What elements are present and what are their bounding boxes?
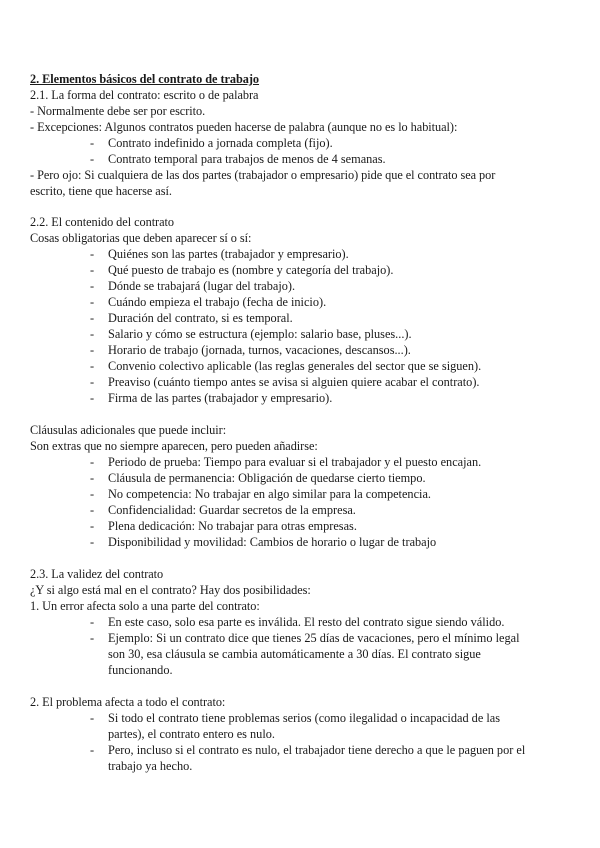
list-item: Si todo el contrato tiene problemas serios (como ilegalidad o incapacidad de las: [108, 711, 501, 725]
dash-marker: -: [90, 391, 95, 405]
list-item-continuation: funcionando.: [108, 663, 173, 677]
list-item: En este caso, solo esa parte es inválida. El resto del contrato sigue siendo válido.: [108, 615, 505, 629]
paragraph: escrito, tiene que hacerse así.: [30, 184, 172, 198]
paragraph: Son extras que no siempre aparecen, pero pueden añadirse:: [30, 439, 318, 453]
list-item: Convenio colectivo aplicable (las reglas generales del sector que se siguen).: [108, 359, 482, 373]
paragraph: 1. Un error afecta solo a una parte del contrato:: [30, 599, 260, 613]
list-item: Qué puesto de trabajo es (nombre y categoría del trabajo).: [108, 263, 394, 277]
list-item: Periodo de prueba: Tiempo para evaluar si el trabajador y el puesto encajan.: [108, 455, 482, 469]
list-item-continuation: trabajo ya hecho.: [108, 759, 193, 773]
list-item: Preaviso (cuánto tiempo antes se avisa si alguien quiere acabar el contrato).: [108, 375, 480, 389]
list-item: Contrato indefinido a jornada completa (fijo).: [108, 136, 333, 150]
dash-marker: -: [90, 615, 95, 629]
subsection-title: 2.3. La validez del contrato: [30, 567, 164, 581]
dash-marker: -: [90, 279, 95, 293]
dash-marker: -: [90, 311, 95, 325]
dash-marker: -: [90, 295, 95, 309]
list-item: Disponibilidad y movilidad: Cambios de horario o lugar de trabajo: [108, 535, 437, 549]
dash-marker: -: [90, 359, 95, 373]
list-item: Dónde se trabajará (lugar del trabajo).: [108, 279, 296, 293]
subsection-title: Cláusulas adicionales que puede incluir:: [30, 423, 227, 437]
dash-marker: -: [90, 631, 95, 645]
paragraph: - Normalmente debe ser por escrito.: [30, 104, 206, 118]
list-item: Horario de trabajo (jornada, turnos, vacaciones, descansos...).: [108, 343, 411, 357]
list-item: Pero, incluso si el contrato es nulo, el trabajador tiene derecho a que le paguen por el: [108, 743, 526, 757]
list-item: Ejemplo: Si un contrato dice que tienes 25 días de vacaciones, pero el mínimo legal: [108, 631, 520, 645]
list-item: Contrato temporal para trabajos de menos de 4 semanas.: [108, 152, 386, 166]
dash-marker: -: [90, 471, 95, 485]
paragraph: - Excepciones: Algunos contratos pueden hacerse de palabra (aunque no es lo habitual):: [30, 120, 458, 134]
dash-marker: -: [90, 743, 95, 757]
list-item: No competencia: No trabajar en algo similar para la competencia.: [108, 487, 431, 501]
paragraph: ¿Y si algo está mal en el contrato? Hay dos posibilidades:: [30, 583, 311, 597]
dash-marker: -: [90, 327, 95, 341]
list-item: Cuándo empieza el trabajo (fecha de inicio).: [108, 295, 327, 309]
paragraph: - Pero ojo: Si cualquiera de las dos partes (trabajador o empresario) pide que el contrato sea por: [30, 168, 496, 182]
list-item: Salario y cómo se estructura (ejemplo: salario base, pluses...).: [108, 327, 412, 341]
dash-marker: -: [90, 343, 95, 357]
list-item: Cláusula de permanencia: Obligación de quedarse cierto tiempo.: [108, 471, 426, 485]
list-item-continuation: son 30, esa cláusula se cambia automáticamente a 30 días. El contrato sigue: [108, 647, 481, 661]
dash-marker: -: [90, 535, 95, 549]
dash-marker: -: [90, 263, 95, 277]
dash-marker: -: [90, 136, 95, 150]
dash-marker: -: [90, 711, 95, 725]
subsection-title: 2.1. La forma del contrato: escrito o de palabra: [30, 88, 259, 102]
dash-marker: -: [90, 247, 95, 261]
dash-marker: -: [90, 519, 95, 533]
dash-marker: -: [90, 375, 95, 389]
section-heading: 2. Elementos básicos del contrato de trabajo: [30, 72, 260, 86]
subsection-title: 2.2. El contenido del contrato: [30, 215, 174, 229]
list-item: Plena dedicación: No trabajar para otras empresas.: [108, 519, 357, 533]
dash-marker: -: [90, 503, 95, 517]
dash-marker: -: [90, 487, 95, 501]
dash-marker: -: [90, 455, 95, 469]
list-item: Duración del contrato, si es temporal.: [108, 311, 293, 325]
paragraph: 2. El problema afecta a todo el contrato:: [30, 695, 226, 709]
list-item: Firma de las partes (trabajador y empresario).: [108, 391, 333, 405]
paragraph: Cosas obligatorias que deben aparecer sí o sí:: [30, 231, 252, 245]
list-item-continuation: partes), el contrato entero es nulo.: [108, 727, 275, 741]
dash-marker: -: [90, 152, 95, 166]
list-item: Confidencialidad: Guardar secretos de la empresa.: [108, 503, 356, 517]
list-item: Quiénes son las partes (trabajador y empresario).: [108, 247, 349, 261]
